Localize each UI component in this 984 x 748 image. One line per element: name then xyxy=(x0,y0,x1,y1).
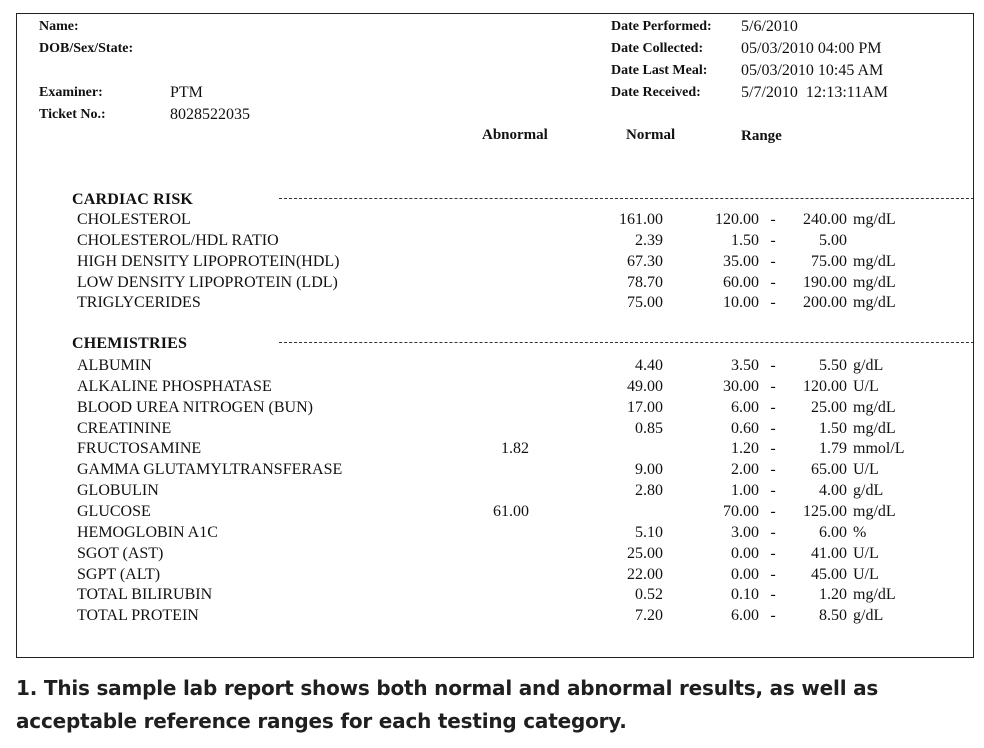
range-high: 1.50 xyxy=(819,419,847,437)
range-low: 0.00 xyxy=(731,544,759,562)
range-unit: U/L xyxy=(853,565,879,583)
range-high: 6.00 xyxy=(819,523,847,541)
normal-value: 67.30 xyxy=(627,252,663,270)
range-unit: U/L xyxy=(853,377,879,395)
examiner-value: PTM xyxy=(170,84,203,101)
test-name: CHOLESTEROL xyxy=(77,211,191,228)
test-name: TOTAL PROTEIN xyxy=(77,607,199,625)
range-unit: mg/dL xyxy=(853,294,896,312)
figure-caption: 1. This sample lab report shows both normal and abnormal results, as well as acceptable reference ranges for each testing category. xyxy=(16,676,879,733)
range-low: 2.00 xyxy=(731,461,759,479)
range-low: 3.00 xyxy=(731,523,759,541)
range-separator: - xyxy=(770,461,776,479)
name-label: Name: xyxy=(39,19,79,34)
range-high: 45.00 xyxy=(811,565,847,583)
range-unit: mg/dL xyxy=(853,273,896,291)
range-unit: g/dL xyxy=(853,607,884,625)
table-row xyxy=(17,294,974,315)
range-high: 4.00 xyxy=(819,482,847,500)
range-separator: - xyxy=(770,544,776,562)
normal-value: 5.10 xyxy=(635,523,663,541)
normal-value: 0.52 xyxy=(635,586,663,604)
test-name: GLOBULIN xyxy=(77,482,159,500)
test-name: TOTAL BILIRUBIN xyxy=(77,586,213,604)
range-separator: - xyxy=(770,252,776,270)
range-low: 6.00 xyxy=(731,398,759,416)
range-unit: U/L xyxy=(853,544,879,562)
range-low: 120.00 xyxy=(715,211,759,228)
range-unit: mg/dL xyxy=(853,252,896,270)
table-row xyxy=(17,440,974,461)
range-column-header: Range xyxy=(741,128,782,144)
range-unit: % xyxy=(853,523,867,541)
table-row xyxy=(17,482,974,503)
range-low: 0.00 xyxy=(731,565,759,583)
range-low: 30.00 xyxy=(723,377,759,395)
date-last-meal-value: 05/03/2010 10:45 AM xyxy=(741,62,884,79)
range-low: 35.00 xyxy=(723,252,759,270)
range-low: 0.10 xyxy=(731,586,759,604)
test-name: HIGH DENSITY LIPOPROTEIN(HDL) xyxy=(77,252,340,270)
range-low: 3.50 xyxy=(731,357,759,374)
range-unit: mmol/L xyxy=(853,440,905,458)
table-row xyxy=(17,378,974,399)
lab-report xyxy=(16,13,974,658)
range-separator: - xyxy=(770,231,776,249)
range-separator: - xyxy=(770,419,776,437)
range-high: 240.00 xyxy=(803,211,847,228)
range-low: 60.00 xyxy=(723,273,759,291)
table-row xyxy=(17,211,974,232)
range-unit: mg/dL xyxy=(853,419,896,437)
range-high: 1.20 xyxy=(819,586,847,604)
range-separator: - xyxy=(770,377,776,395)
range-separator: - xyxy=(770,482,776,500)
range-low: 1.00 xyxy=(731,482,759,500)
table-row xyxy=(17,566,974,587)
test-name: CREATININE xyxy=(77,419,172,437)
abnormal-value: 1.82 xyxy=(501,440,529,458)
normal-value: 2.80 xyxy=(635,482,663,500)
date-collected-value: 05/03/2010 04:00 PM xyxy=(741,40,882,57)
range-unit: mg/dL xyxy=(853,398,896,416)
dob-label: DOB/Sex/State: xyxy=(39,41,134,56)
range-unit: g/dL xyxy=(853,482,884,500)
test-name: GLUCOSE xyxy=(77,502,151,520)
test-name: ALKALINE PHOSPHATASE xyxy=(77,377,272,395)
test-name: CHOLESTEROL/HDL RATIO xyxy=(77,231,279,249)
range-low: 0.60 xyxy=(731,419,759,437)
normal-value: 7.20 xyxy=(635,607,663,625)
range-separator: - xyxy=(770,273,776,291)
examiner-label: Examiner: xyxy=(39,85,103,100)
range-unit: mg/dL xyxy=(853,211,896,228)
range-high: 1.79 xyxy=(819,440,847,458)
date-performed-label: Date Performed: xyxy=(611,19,712,34)
range-high: 125.00 xyxy=(803,502,847,520)
range-separator: - xyxy=(770,211,776,228)
table-row xyxy=(17,399,974,420)
normal-value: 75.00 xyxy=(627,294,663,312)
table-row xyxy=(17,586,974,607)
table-row xyxy=(17,524,974,545)
normal-value: 0.85 xyxy=(635,419,663,437)
ticket-value: 8028522035 xyxy=(170,106,250,123)
normal-value: 161.00 xyxy=(619,211,663,228)
date-received-label: Date Received: xyxy=(611,85,701,100)
range-separator: - xyxy=(770,586,776,604)
range-high: 5.00 xyxy=(819,231,847,249)
range-high: 65.00 xyxy=(811,461,847,479)
table-row xyxy=(17,357,974,378)
test-name: FRUCTOSAMINE xyxy=(77,440,202,458)
range-high: 120.00 xyxy=(803,377,847,395)
range-separator: - xyxy=(770,502,776,520)
range-separator: - xyxy=(770,398,776,416)
table-row xyxy=(17,607,974,628)
test-name: BLOOD UREA NITROGEN (BUN) xyxy=(77,398,313,416)
range-high: 190.00 xyxy=(803,273,847,291)
range-high: 41.00 xyxy=(811,544,847,562)
range-separator: - xyxy=(770,357,776,374)
abnormal-column-header: Abnormal xyxy=(482,127,548,143)
table-row xyxy=(17,461,974,482)
date-performed-value: 5/6/2010 xyxy=(741,18,798,35)
range-separator: - xyxy=(770,565,776,583)
table-row xyxy=(17,274,974,295)
table-row xyxy=(17,232,974,253)
normal-value: 25.00 xyxy=(627,544,663,562)
table-row xyxy=(17,545,974,566)
test-name: HEMOGLOBIN A1C xyxy=(77,523,218,541)
normal-column-header: Normal xyxy=(626,127,676,143)
range-unit: U/L xyxy=(853,461,879,479)
section-title-cardiac-risk: CARDIAC RISK xyxy=(72,191,194,208)
test-name: SGOT (AST) xyxy=(77,544,164,562)
table-row xyxy=(17,253,974,274)
range-high: 25.00 xyxy=(811,398,847,416)
test-name: ALBUMIN xyxy=(77,357,152,374)
range-low: 10.00 xyxy=(723,294,759,312)
range-separator: - xyxy=(770,523,776,541)
normal-value: 2.39 xyxy=(635,231,663,249)
normal-value: 49.00 xyxy=(627,377,663,395)
ticket-label: Ticket No.: xyxy=(39,107,106,122)
range-unit: mg/dL xyxy=(853,502,896,520)
test-name: GAMMA GLUTAMYLTRANSFERASE xyxy=(77,461,343,479)
date-last-meal-label: Date Last Meal: xyxy=(611,63,708,78)
section-divider xyxy=(279,342,974,343)
table-row xyxy=(17,503,974,524)
normal-value: 22.00 xyxy=(627,565,663,583)
normal-value: 4.40 xyxy=(635,357,663,374)
date-received-value: 5/7/2010 12:13:11AM xyxy=(741,84,888,101)
test-name: SGPT (ALT) xyxy=(77,565,161,583)
range-high: 200.00 xyxy=(803,294,847,312)
range-high: 8.50 xyxy=(819,607,847,625)
range-low: 1.50 xyxy=(731,231,759,249)
range-low: 1.20 xyxy=(731,440,759,458)
abnormal-value: 61.00 xyxy=(493,502,529,520)
range-low: 6.00 xyxy=(731,607,759,625)
range-separator: - xyxy=(770,294,776,312)
test-name: LOW DENSITY LIPOPROTEIN (LDL) xyxy=(77,273,338,291)
range-high: 5.50 xyxy=(819,357,847,374)
range-separator: - xyxy=(770,607,776,625)
test-name: TRIGLYCERIDES xyxy=(77,294,201,312)
section-divider xyxy=(279,198,974,199)
normal-value: 17.00 xyxy=(627,398,663,416)
section-title-chemistries: CHEMISTRIES xyxy=(72,335,188,352)
range-separator: - xyxy=(770,440,776,458)
range-low: 70.00 xyxy=(723,502,759,520)
range-unit: g/dL xyxy=(853,357,884,374)
range-high: 75.00 xyxy=(811,252,847,270)
normal-value: 9.00 xyxy=(635,461,663,479)
range-unit: mg/dL xyxy=(853,586,896,604)
date-collected-label: Date Collected: xyxy=(611,41,704,56)
normal-value: 78.70 xyxy=(627,273,663,291)
table-row xyxy=(17,420,974,441)
